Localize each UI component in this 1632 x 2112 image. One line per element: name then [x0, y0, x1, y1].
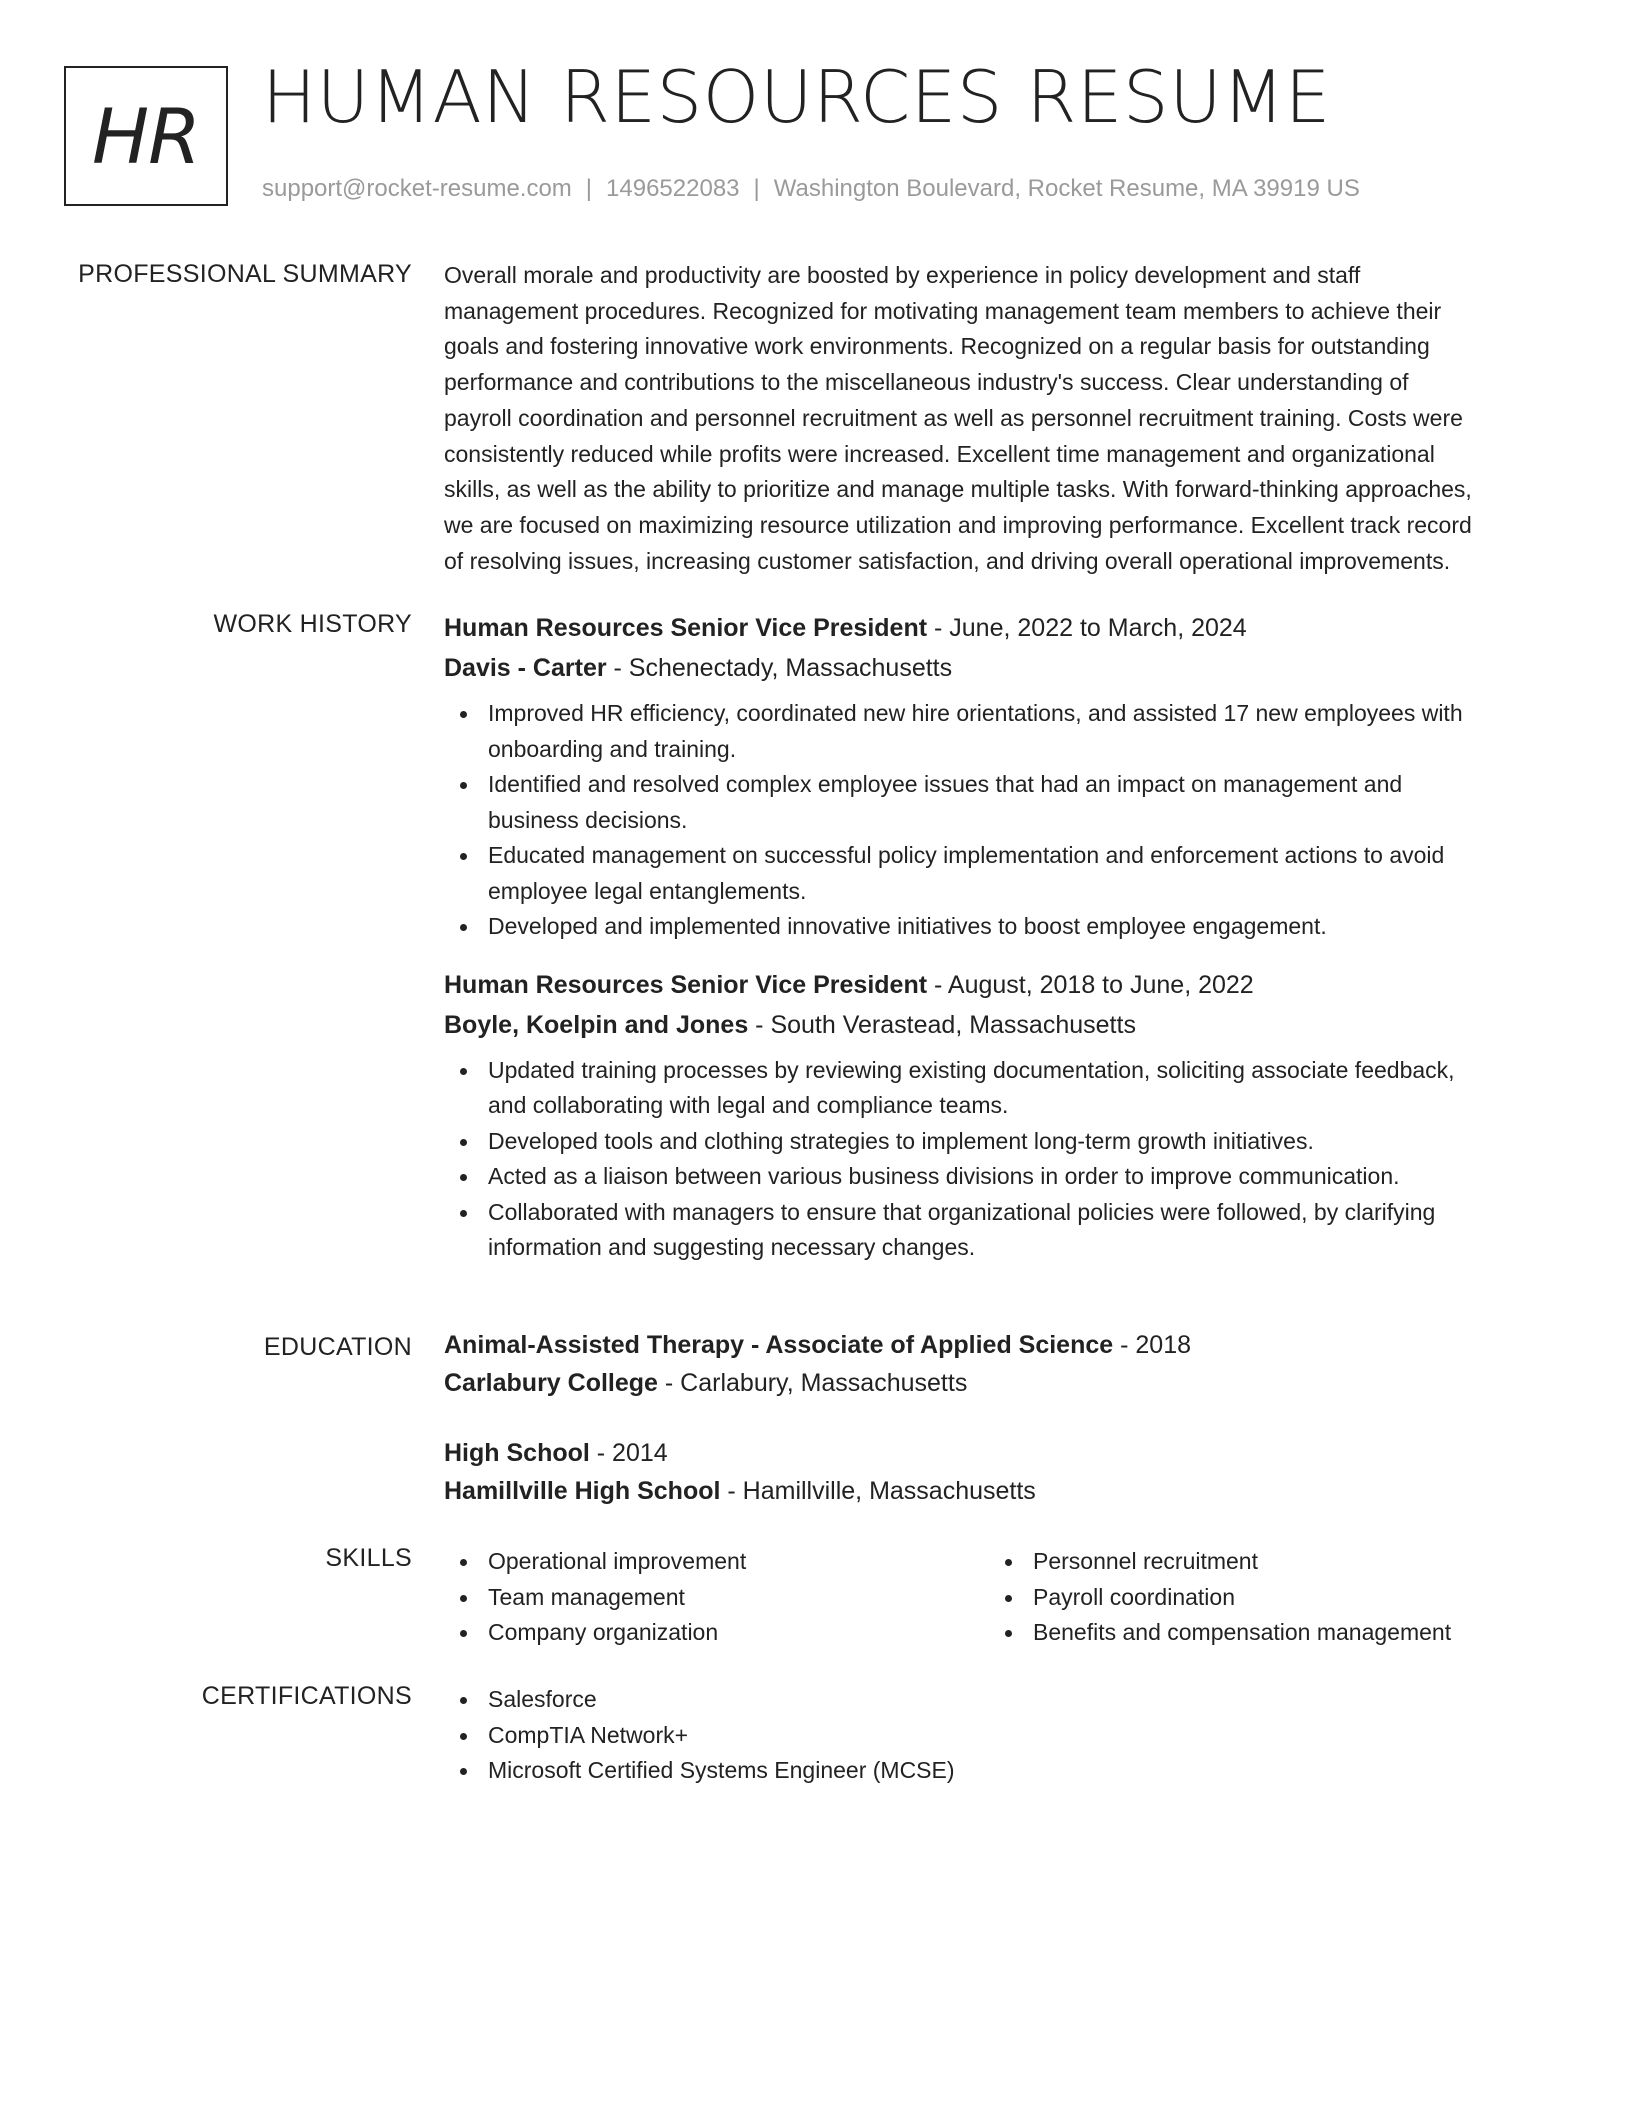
- contact-address: Washington Boulevard, Rocket Resume, MA 39919 US: [773, 175, 1360, 202]
- job-bullet: Collaborated with managers to ensure that organizational policies were followed, by clarifying information and suggesting necessary changes.: [444, 1195, 1554, 1266]
- job-location: - South Verastead, Massachusetts: [748, 1010, 1136, 1039]
- summary-body: [444, 258, 1554, 579]
- skill-item: Company organization: [444, 1615, 746, 1651]
- summary-line: Overall morale and productivity are boosted by experience in policy development and staff: [444, 262, 1361, 288]
- education-entry: [444, 1327, 1554, 1402]
- section-heading-skills: SKILLS: [325, 1544, 412, 1572]
- job-entry: [444, 965, 1554, 1266]
- section-heading-education: EDUCATION: [263, 1333, 412, 1361]
- job-dates: - June, 2022 to March, 2024: [927, 614, 1247, 642]
- job-bullet: Improved HR efficiency, coordinated new hire orientations, and assisted 17 new employees with onboarding and training.: [444, 696, 1554, 767]
- contact-email: support@rocket-resume.com: [262, 175, 572, 202]
- certification-item: CompTIA Network+: [444, 1718, 1554, 1754]
- monogram-box: [64, 66, 228, 206]
- education-school-line: [444, 1473, 1554, 1511]
- education-school: Carlabury College: [444, 1368, 658, 1397]
- skills-column-left: [444, 1544, 746, 1651]
- certifications-list: [444, 1682, 1554, 1789]
- job-bullet: Identified and resolved complex employee issues that had an impact on management and business decisions.: [444, 767, 1554, 838]
- job-title-line: [444, 608, 1554, 648]
- job-company-line: [444, 1005, 1554, 1045]
- education-degree: Animal-Assisted Therapy - Associate of Applied Science: [444, 1331, 1114, 1359]
- contact-separator: |: [753, 175, 760, 202]
- education-body: [444, 1327, 1554, 1510]
- education-year: - 2018: [1113, 1331, 1192, 1359]
- skill-item: Personnel recruitment: [989, 1544, 1451, 1580]
- job-company-line: [444, 648, 1554, 688]
- certification-item: Salesforce: [444, 1682, 1554, 1718]
- work-history-body: [444, 608, 1554, 1266]
- summary-line: payroll coordination and personnel recruitment as well as personnel recruitment training. Costs were: [444, 404, 1463, 431]
- education-school: Hamillville High School: [444, 1476, 721, 1505]
- summary-line: performance and contributions to the miscellaneous industry's success. Clear understanding of: [444, 369, 1409, 396]
- skills-list: [444, 1544, 746, 1651]
- job-bullet-list: [444, 696, 1554, 945]
- skill-item: Benefits and compensation management: [989, 1615, 1451, 1651]
- skill-item: Team management: [444, 1580, 746, 1616]
- job-bullet: Educated management on successful policy implementation and enforcement actions to avoid employee legal entanglements.: [444, 838, 1554, 909]
- education-degree-line: [444, 1327, 1554, 1365]
- contact-line: [262, 174, 1360, 204]
- monogram-text: HR: [92, 91, 200, 181]
- certification-item: Microsoft Certified Systems Engineer (MCSE): [444, 1753, 1554, 1789]
- skill-item: Operational improvement: [444, 1544, 746, 1580]
- job-location: - Schenectady, Massachusetts: [606, 654, 953, 682]
- contact-separator: |: [585, 175, 593, 202]
- job-dates: - August, 2018 to June, 2022: [927, 970, 1254, 999]
- education-location: - Hamillville, Massachusetts: [720, 1476, 1036, 1505]
- skill-item: Payroll coordination: [989, 1580, 1451, 1616]
- job-title-line: [444, 965, 1554, 1005]
- job-title: Human Resources Senior Vice President: [444, 970, 928, 999]
- summary-line: management procedures. Recognized for motivating management team members to achieve their: [444, 297, 1442, 324]
- education-school-line: [444, 1365, 1554, 1403]
- summary-line: skills, as well as the ability to prioritize and manage multiple tasks. With forward-thinking approaches,: [444, 476, 1472, 503]
- summary-line: goals and fostering innovative work environments. Recognized on a regular basis for outstanding: [444, 333, 1430, 360]
- education-location: - Carlabury, Massachusetts: [657, 1368, 968, 1397]
- skills-list: [989, 1544, 1451, 1651]
- section-heading-summary: PROFESSIONAL SUMMARY: [78, 260, 412, 288]
- summary-line: consistently reduced while profits were increased. Excellent time management and organizational: [444, 440, 1435, 467]
- job-company: Boyle, Koelpin and Jones: [444, 1010, 749, 1039]
- education-degree-line: [444, 1435, 1554, 1473]
- job-bullet-list: [444, 1053, 1554, 1266]
- job-bullet: Developed and implemented innovative initiatives to boost employee engagement.: [444, 909, 1554, 945]
- job-title: Human Resources Senior Vice President: [444, 614, 928, 642]
- job-company: Davis - Carter: [444, 654, 607, 682]
- summary-line: we are focused on maximizing resource utilization and improving performance. Excellent track record: [444, 511, 1472, 538]
- resume-title: HUMAN RESOURCES RESUME: [262, 55, 1331, 139]
- job-entry: [444, 608, 1554, 945]
- certifications-body: [444, 1682, 1554, 1789]
- job-bullet: Acted as a liaison between various business divisions in order to improve communication.: [444, 1159, 1554, 1195]
- summary-line: of resolving issues, increasing customer satisfaction, and driving overall operational improvements.: [444, 547, 1451, 574]
- education-year: - 2014: [589, 1439, 668, 1467]
- job-bullet: Developed tools and clothing strategies to implement long-term growth initiatives.: [444, 1124, 1554, 1160]
- summary-paragraph: [444, 258, 1554, 579]
- contact-phone: 1496522083: [606, 175, 740, 202]
- job-bullet: Updated training processes by reviewing existing documentation, soliciting associate feedback, and collaborating with legal and compliance teams.: [444, 1053, 1554, 1124]
- education-entry: [444, 1435, 1554, 1510]
- education-degree: High School: [444, 1439, 590, 1467]
- section-heading-work: WORK HISTORY: [213, 610, 412, 638]
- skills-column-right: [989, 1544, 1451, 1651]
- section-heading-certifications: CERTIFICATIONS: [201, 1682, 412, 1710]
